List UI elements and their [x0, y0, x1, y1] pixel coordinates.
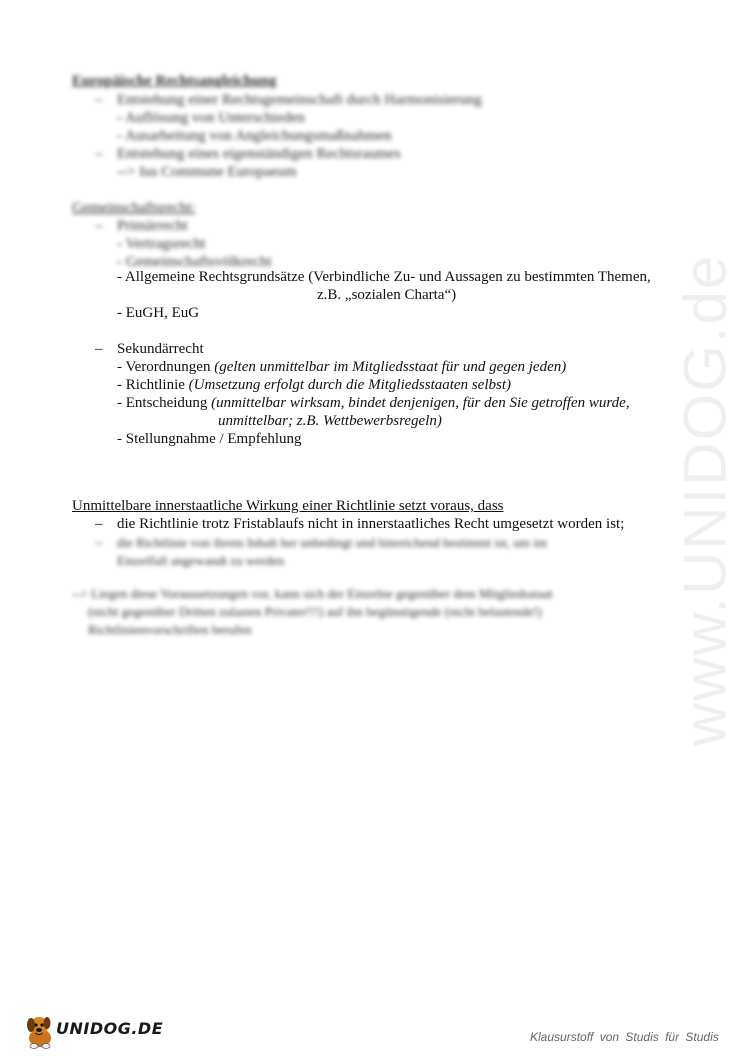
heading-gemeinschaftsrecht: Gemeinschaftsrecht: [72, 200, 196, 216]
item-unbedingt: die Richtlinie von ihrem Inhalt her unbedingt und hinreichend bestimmt ist, um im [117, 535, 548, 550]
dash-bullet: – [95, 535, 103, 551]
sub-rechtsgrundsaetze-cont: z.B. „sozialen Charta“) [317, 287, 457, 303]
dash-bullet: – [95, 516, 103, 532]
sub-rechtsgrundsaetze: - Allgemeine Rechtsgrundsätze (Verbindliche Zu- und Aussagen zu bestimmten Themen, [117, 269, 651, 285]
logo-text: UNIDOG.DE [56, 1019, 164, 1038]
sub-richtlinie [117, 376, 511, 394]
entscheidung-note: (unmittelbar wirksam, bindet denjenigen, für den Sie getroffen wurde, [211, 395, 630, 411]
dash-bullet: – [95, 92, 103, 108]
sub-vertragsrecht: - Vertragsrecht [117, 236, 206, 252]
conclusion-line-3: Richtlinienvorschriften berufen [88, 622, 252, 637]
dash-bullet: – [95, 341, 103, 357]
dog-icon [22, 1012, 58, 1050]
watermark: www.UNIDOG.de [671, 253, 739, 747]
item-unbedingt-cont: Einzelfall angewandt zu werden [117, 553, 285, 568]
sub-eugh: - EuGH, EuG [117, 305, 200, 321]
sub-verordnungen [117, 358, 566, 376]
sub-aufloesung: - Auflösung von Unterschieden [117, 110, 305, 126]
conclusion-line-2: (nicht gegenüber Dritten zulasten Privater!!!) auf ihn begünstigende (nicht belastende!) [88, 604, 542, 619]
sub-ausarbeitung: - Ausarbeitung von Angleichungsmaßnahmen [117, 128, 392, 144]
heading-unmittelbare-wirkung: Unmittelbare innerstaatliche Wirkung einer Richtlinie setzt voraus, dass [72, 498, 504, 514]
dash-bullet: – [95, 218, 103, 234]
richtlinie-label: - Richtlinie [117, 377, 189, 393]
item-fristablauf: die Richtlinie trotz Fristablaufs nicht in innerstaatliches Recht umgesetzt worden ist; [117, 516, 625, 532]
heading-rechtsangleichung: Europäische Rechtsangleichung [72, 73, 277, 89]
sub-entscheidung [117, 394, 630, 412]
conclusion-line-1: --> Liegen diese Voraussetzungen vor, kann sich der Einzelne gegenüber dem Mitgliedsstaat [72, 586, 553, 601]
item-sekundaerrecht: Sekundärrecht [117, 341, 204, 357]
item-rechtsgemeinschaft: Entstehung einer Rechtsgemeinschaft durch Harmonisierung [117, 92, 482, 108]
item-rechtsraum: Entstehung eines eigenständigen Rechtsraumes [117, 146, 401, 162]
sub-ius-commune: --> Ius Commune Europaeum [117, 164, 297, 180]
entscheidung-label: - Entscheidung [117, 395, 212, 411]
sub-gemeinschaftsvoelkrecht: - Gemeinschaftsvölkrecht [117, 254, 272, 270]
unidog-logo[interactable] [22, 1012, 172, 1050]
footer-tagline: Klausurstoff von Studis für Studis [530, 1030, 719, 1044]
richtlinie-note: (Umsetzung erfolgt durch die Mitgliedsstaaten selbst) [188, 377, 511, 393]
entscheidung-note-cont: unmittelbar; z.B. Wettbewerbsregeln) [218, 413, 442, 429]
dash-bullet: – [95, 146, 103, 162]
verordnungen-label: - Verordnungen [117, 359, 215, 375]
item-primaerrecht: Primärrecht [117, 218, 188, 234]
sub-stellungnahme: - Stellungnahme / Empfehlung [117, 431, 302, 447]
verordnungen-note: (gelten unmittelbar im Mitgliedsstaat für und gegen jeden) [214, 359, 567, 375]
